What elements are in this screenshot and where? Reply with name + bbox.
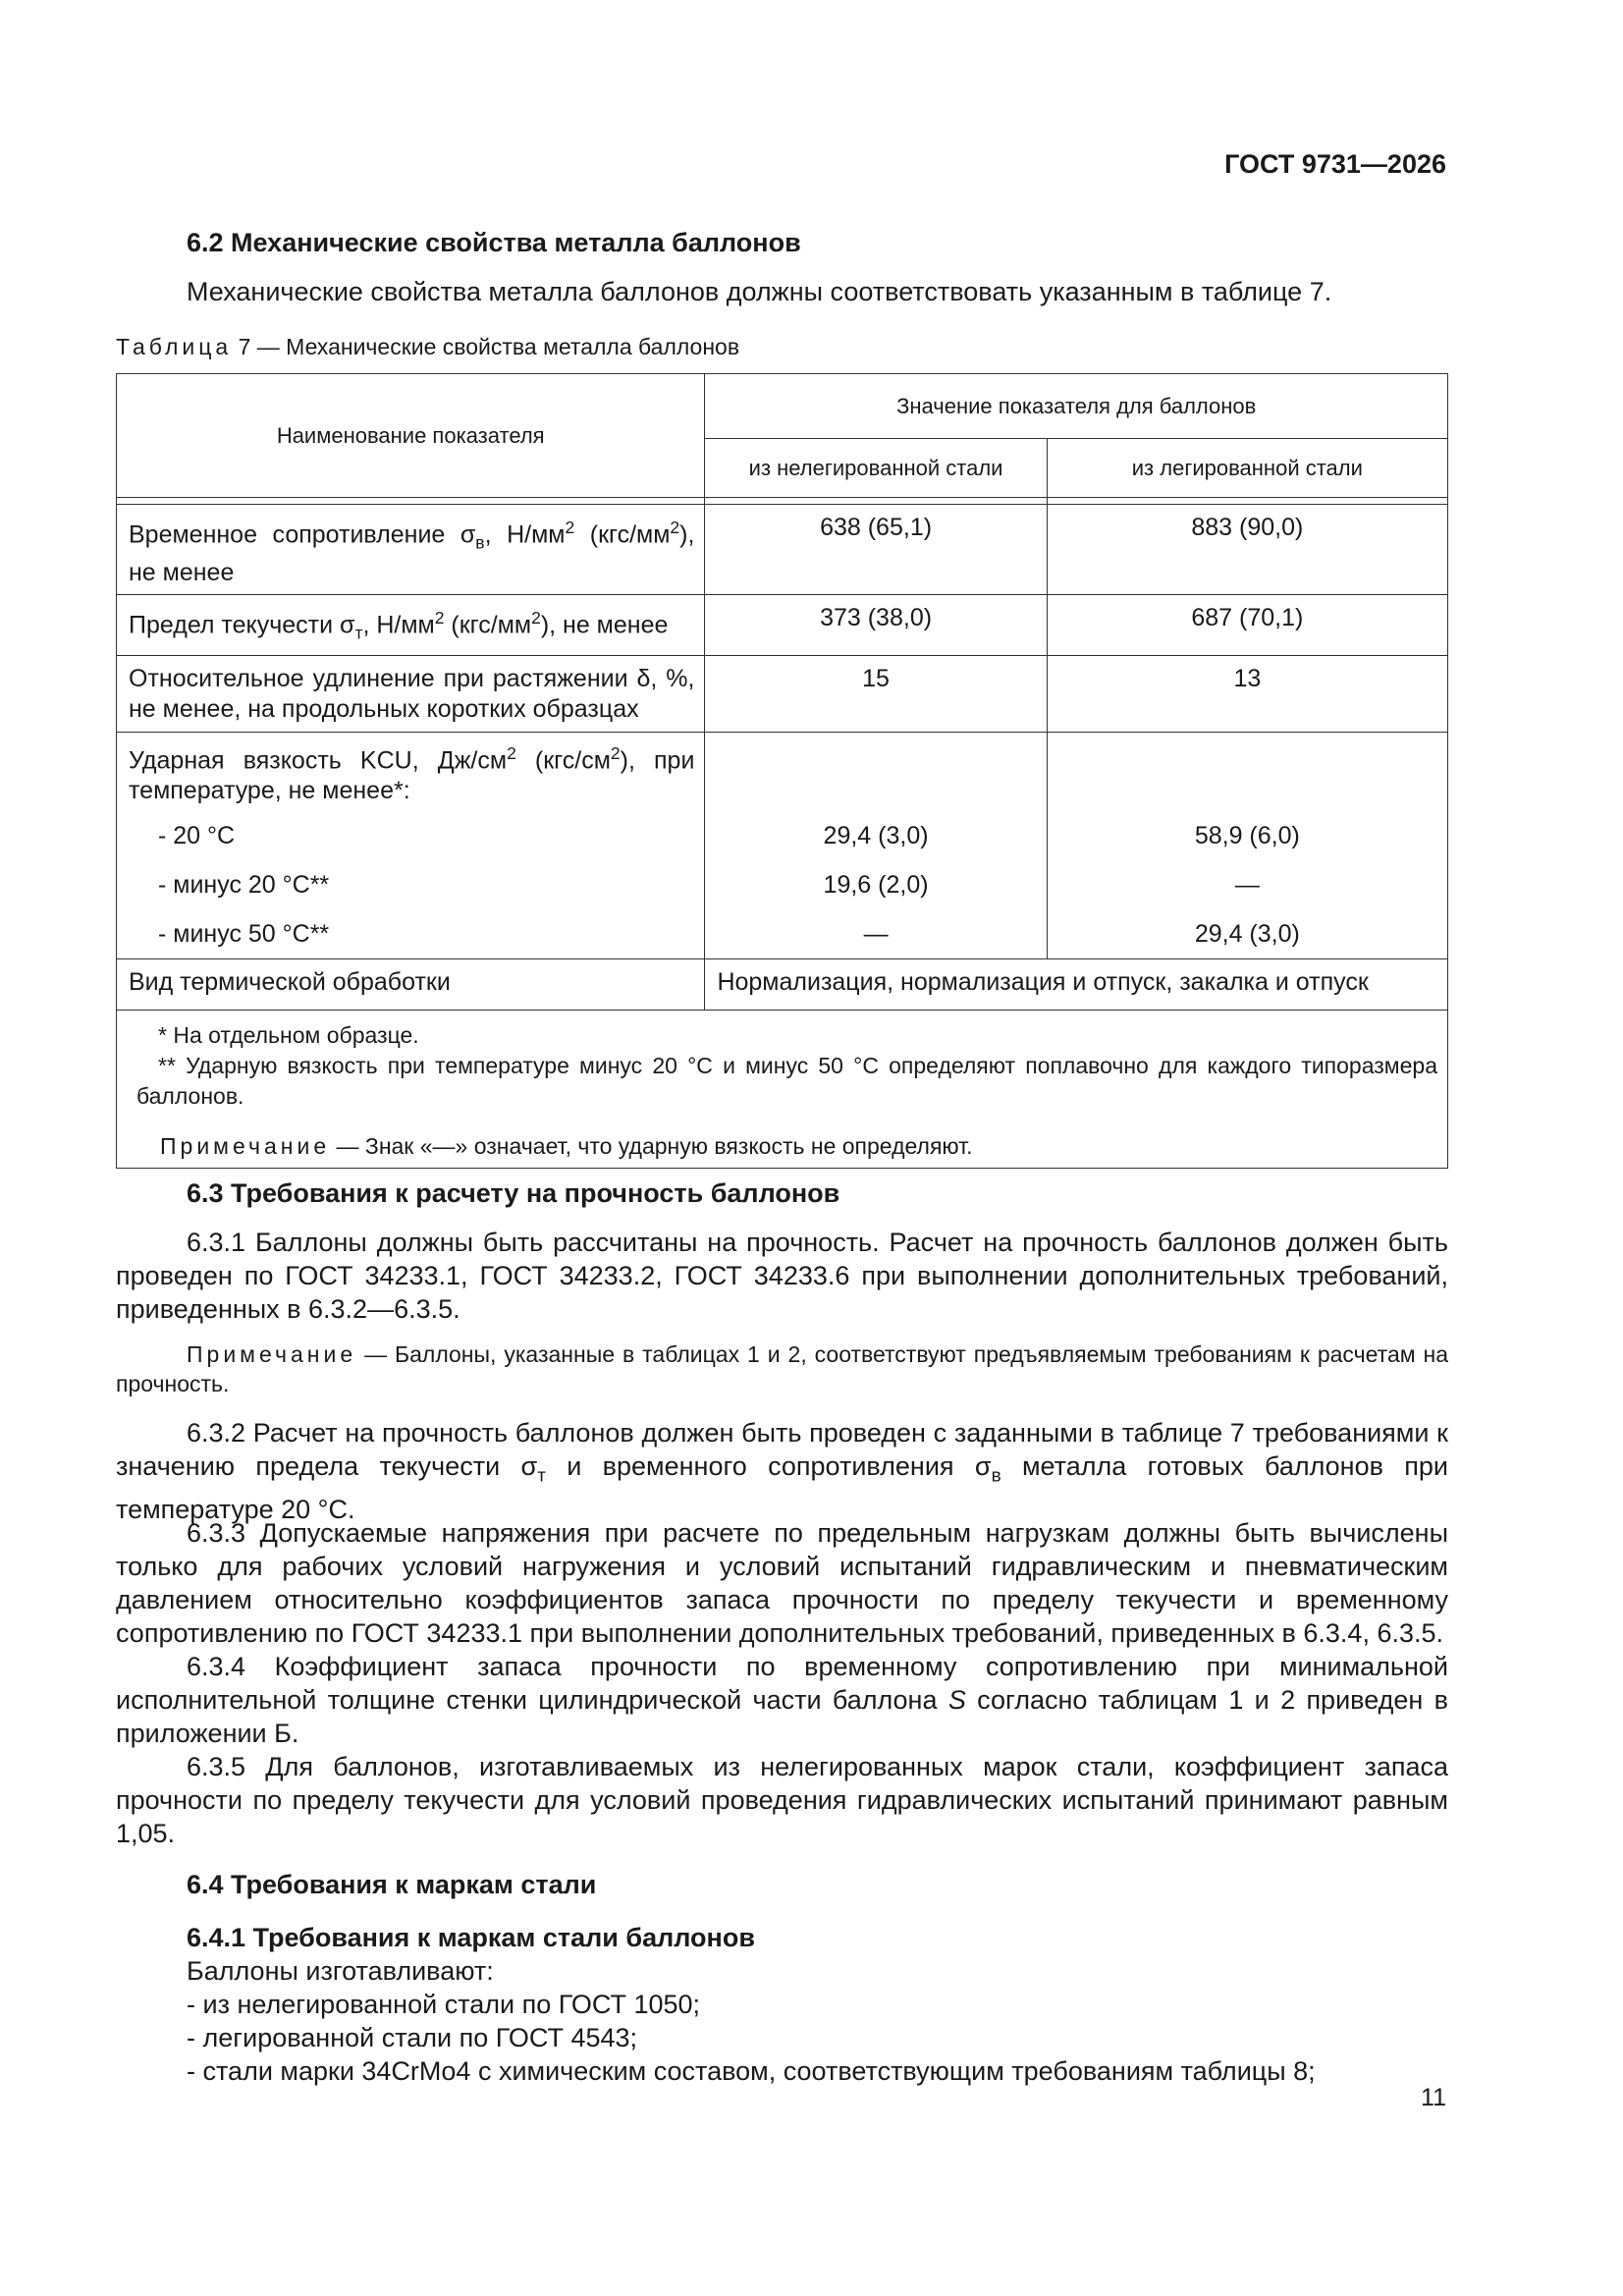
table-note: Примечание — Знак «—» означает, что ударную вязкость не определяют.: [160, 1132, 973, 1159]
row-tensile-label: Временное сопротивление $\sigma_в$, $Н/мм^2$ $(кгс/мм^2)$, не менее: [117, 505, 705, 595]
table-row: [117, 505, 1448, 595]
row-yield-unalloyed: 373 (38,0): [705, 595, 1047, 655]
table-footnotes: [117, 1010, 1448, 1168]
table-caption-rest: 7 — Механические свойства металла баллонов: [232, 334, 740, 359]
row-impact-alloyed: 58,9 (6,0) — 29,4 (3,0): [1047, 732, 1447, 958]
table-row: [117, 655, 1448, 732]
list-item: - из нелегированной стали по ГОСТ 1050;: [187, 1990, 701, 2019]
table-row: [117, 595, 1448, 655]
note-6-3-1: Примечание — Баллоны, указанные в таблицах 1 и 2, соответствуют предъявляемым требованиям к расчетам на прочность.: [116, 1341, 1448, 1396]
list-item: - стали марки 34CrMo4 с химическим составом, соответствующим требованиям таблицы 8;: [187, 2056, 1316, 2086]
impact-temp-minus-20: - минус 20 °C**: [158, 870, 330, 899]
list-intro: Баллоны изготавливают:: [187, 1956, 494, 1986]
section-6-4-1-title: 6.4.1 Требования к маркам стали баллонов: [187, 1923, 755, 1952]
row-elongation-alloyed: 13: [1047, 655, 1447, 732]
row-elongation-unalloyed: 15: [705, 655, 1047, 732]
impact-temp-20: - 20 °C: [158, 821, 236, 849]
head-value: Значение показателя для баллонов: [705, 374, 1448, 439]
head-col-unalloyed: из нелегированной стали: [705, 439, 1047, 498]
list-item: - легированной стали по ГОСТ 4543;: [187, 2023, 638, 2052]
gost-header: ГОСТ 9731—2026: [1224, 149, 1446, 179]
section-6-3-title: 6.3 Требования к расчету на прочность баллонов: [187, 1178, 840, 1208]
row-elongation-label: Относительное удлинение при растяжении δ, %, не менее, на продольных коротких образцах: [117, 655, 705, 732]
row-tensile-alloyed: 883 (90,0): [1047, 505, 1447, 595]
page-number: 11: [1421, 2084, 1446, 2111]
row-yield-label: Предел текучести $\sigma_т$, $Н/мм^2$ $(кгс/мм^2)$, не менее: [117, 595, 705, 655]
row-heat-treatment-label: Вид термической обработки: [117, 958, 705, 1010]
table-row: [117, 958, 1448, 1010]
para-6-3-1: 6.3.1 Баллоны должны быть рассчитаны на прочность. Расчет на прочность баллонов должен быть проведен по ГОСТ 34233.1, ГОСТ 34233.2, ГОСТ 34233.6 при выполнении дополнительных требований, приведенных в 6.3.2—6.3.5.: [116, 1228, 1448, 1324]
impact-temp-minus-50: - минус 50 °C**: [158, 919, 330, 948]
para-6-3-4: 6.3.4 Коэффициент запаса прочности по временному сопротивлению при минимальной исполнительной толщине стенки цилиндрической части баллона S согласно таблицам 1 и 2 приведен в приложении Б.: [116, 1652, 1448, 1748]
row-impact-unalloyed: 29,4 (3,0) 19,6 (2,0) —: [705, 732, 1047, 958]
section-6-2-title: 6.2 Механические свойства металла баллонов: [187, 228, 801, 257]
footnote-1: * На отдельном образце.: [158, 1021, 419, 1048]
table-7: [116, 373, 1448, 1169]
table-caption-prefix: Таблица: [116, 334, 233, 359]
head-name: Наименование показателя: [117, 374, 705, 498]
row-yield-alloyed: 687 (70,1): [1047, 595, 1447, 655]
section-6-4-title: 6.4 Требования к маркам стали: [187, 1870, 597, 1899]
para-6-3-3: 6.3.3 Допускаемые напряжения при расчете по предельным нагрузкам должны быть вычислены только для рабочих условий нагружения и условий испытаний гидравлическим и пневматическим давлением относительно коэффициентов запаса прочности по пределу текучести и временному сопротивлению по ГОСТ 34233.1 при выполнении дополнительных требований, приведенных в 6.3.4, 6.3.5.: [116, 1518, 1448, 1648]
footnote-2: ** Ударную вязкость при температуре минус 20 °С и минус 50 °С определяют поплавочно для каждого типоразмера баллонов.: [136, 1052, 1437, 1109]
row-impact-label: Ударная вязкость KCU, $Дж/см^2$ $(кгс/см^2)$, при температуре, не менее*: - 20 °C - минус 20 °C** - минус 50 °C**: [117, 732, 705, 958]
head-col-alloyed: из легированной стали: [1047, 439, 1447, 498]
table-row: [117, 732, 1448, 958]
para-6-3-2: 6.3.2 Расчет на прочность баллонов должен быть проведен с заданными в таблице 7 требованиями к значению предела текучести $\sigma_т$ и временного сопротивления $\sigma_в$ металла готовых баллонов при температуре 20 °С.: [116, 1418, 1449, 1525]
para-6-3-5: 6.3.5 Для баллонов, изготавливаемых из нелегированных марок стали, коэффициент запаса прочности по пределу текучести для условий проведения гидравлических испытаний принимают равным 1,05.: [116, 1752, 1448, 1848]
table-7-caption: [116, 334, 739, 360]
row-heat-treatment-value: Нормализация, нормализация и отпуск, закалка и отпуск: [705, 958, 1448, 1010]
row-tensile-unalloyed: 638 (65,1): [705, 505, 1047, 595]
section-6-2-text: Механические свойства металла баллонов должны соответствовать указанным в таблице 7.: [187, 277, 1332, 306]
table-footnotes-row: [117, 1010, 1448, 1168]
